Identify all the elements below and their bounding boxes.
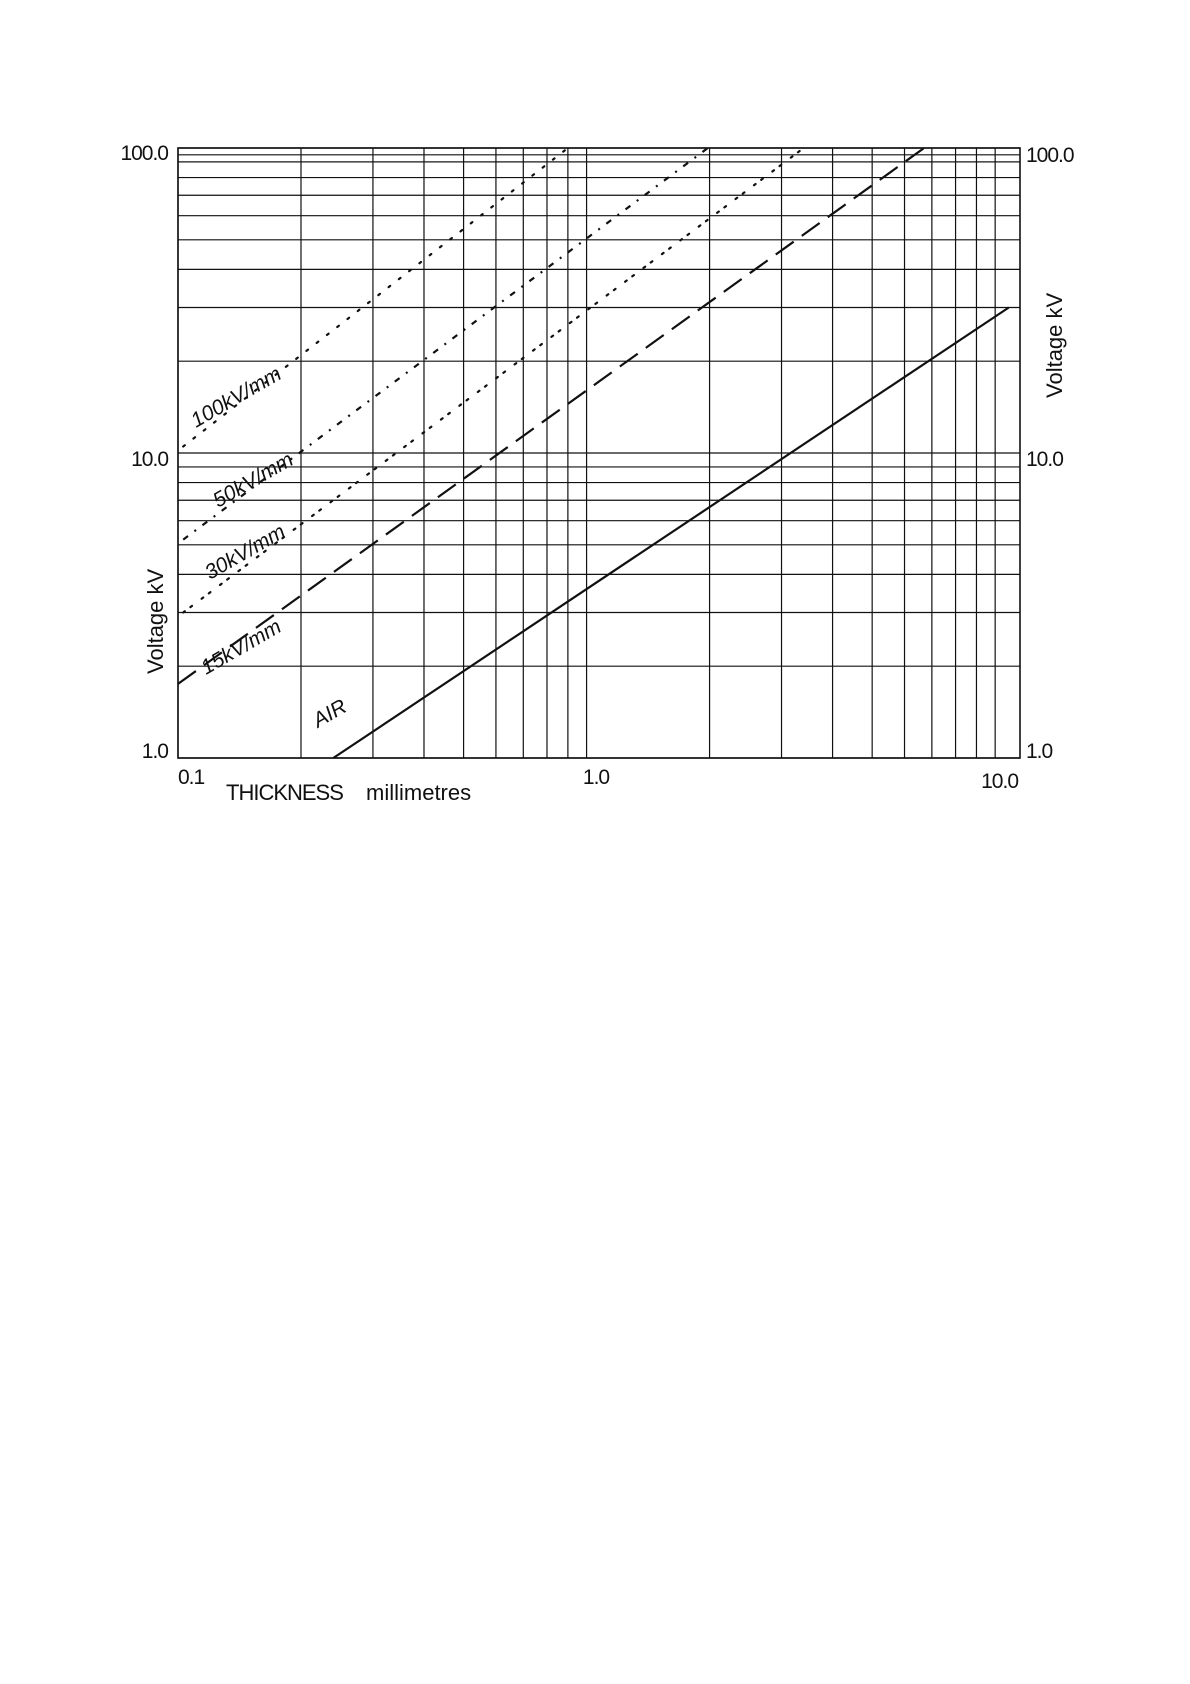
series-label-30kv: 30kV/mm: [201, 520, 290, 585]
series-line-air: [333, 308, 1009, 759]
series-label-15kv: 15kV/mm: [197, 615, 286, 680]
y-tick-left-1: 1.0: [141, 740, 168, 763]
x-axis-unit: millimetres: [366, 780, 472, 805]
x-tick-10-0: 10.0: [981, 770, 1018, 793]
series-label-100kv: 100kV/mm: [187, 362, 286, 433]
y-tick-left-100: 100.0: [120, 142, 168, 165]
y-tick-right-10: 10.0: [1026, 448, 1063, 471]
x-axis-title: THICKNESS: [226, 780, 343, 805]
x-tick-1-0: 1.0: [582, 766, 610, 789]
y-tick-right-100: 100.0: [1026, 144, 1074, 167]
y-tick-right-1: 1.0: [1026, 740, 1053, 763]
y-axis-title-right: Voltage kV: [1042, 292, 1067, 398]
grid: [178, 148, 1020, 758]
x-tick-0-1: 0.1: [178, 766, 205, 789]
series-label-air: AIR: [309, 694, 351, 733]
series-line-15kv-mm: [178, 148, 924, 684]
y-axis-title-left: Voltage kV: [143, 568, 168, 674]
series-label-50kv: 50kV/mm: [209, 448, 298, 513]
y-tick-left-10: 10.0: [131, 448, 168, 471]
